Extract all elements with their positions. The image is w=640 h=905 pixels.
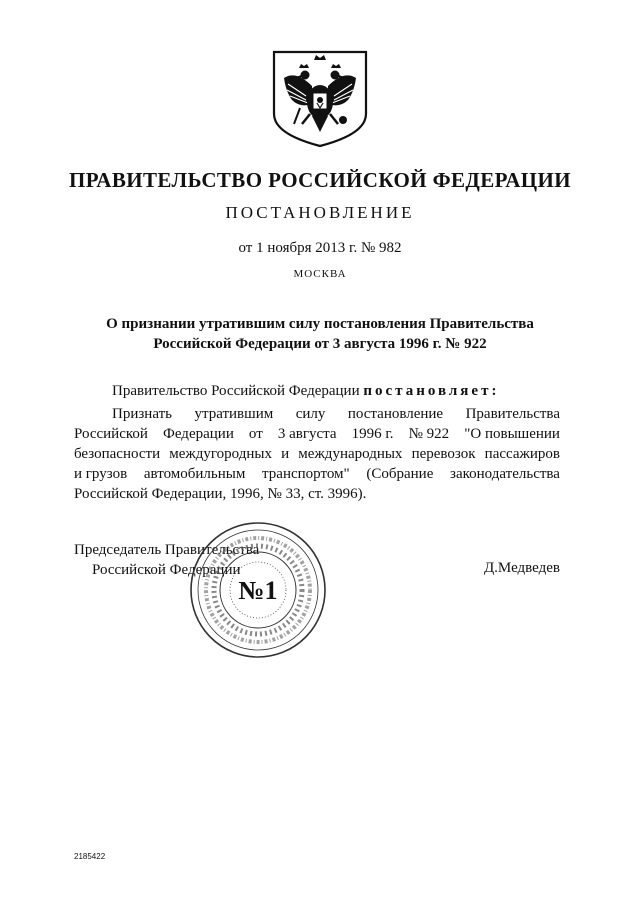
body-word: № 922 xyxy=(408,426,450,442)
russian-coat-of-arms-icon xyxy=(270,48,370,150)
body-word: Федерации xyxy=(163,426,234,442)
subject-line-2: Российской Федерации от 3 августа 1996 г. № 922 xyxy=(153,336,487,352)
body-word: силу xyxy=(295,406,326,422)
signer-name: Д.Медведев xyxy=(483,560,560,576)
body-line-4 xyxy=(74,464,560,484)
body-word: от xyxy=(248,426,263,442)
body-word: (Собрание xyxy=(366,466,434,482)
body-word: и xyxy=(281,446,290,462)
body-word: законодательства xyxy=(450,466,560,482)
document-date-number: от 1 ноября 2013 г. № 982 xyxy=(238,240,402,256)
body-word: 1996 г. xyxy=(351,426,394,442)
issuer-title: ПРАВИТЕЛЬСТВО РОССИЙСКОЙ ФЕДЕРАЦИИ xyxy=(69,168,571,192)
document-subject xyxy=(0,314,640,354)
subject-line-1: О признании утратившим силу постановления Правительства xyxy=(106,316,534,332)
body-word: и грузов xyxy=(74,466,128,482)
body-word: пассажиров xyxy=(484,446,560,462)
document-serial-number: 2185422 xyxy=(74,852,106,861)
signer-position-line-1: Председатель Правительства xyxy=(74,542,260,558)
body-word: междугородных xyxy=(169,446,272,462)
preamble-resolves: постановляет: xyxy=(363,383,500,399)
body-word: утратившим xyxy=(194,406,274,422)
body-word: автомобильным xyxy=(143,466,246,482)
body-word: Признать xyxy=(112,406,172,422)
document-city: МОСКВА xyxy=(293,268,347,280)
seal-number: №1 xyxy=(238,576,278,605)
signer-position-line-2: Российской Федерации xyxy=(92,562,241,578)
preamble xyxy=(112,383,499,400)
body-word: Российской xyxy=(74,426,148,442)
body-word: безопасности xyxy=(74,446,161,462)
body-line-2 xyxy=(74,424,560,444)
body-word: международных xyxy=(298,446,403,462)
body-word: Правительства xyxy=(465,406,560,422)
preamble-text: Правительство Российской Федерации xyxy=(112,383,364,399)
round-seal-icon xyxy=(188,520,328,660)
resolution-body xyxy=(74,404,560,504)
body-line-1 xyxy=(74,404,560,424)
body-word: перевозок xyxy=(411,446,476,462)
body-word: 3 августа xyxy=(277,426,337,442)
body-line-5: Российской Федерации, 1996, № 33, ст. 3996). xyxy=(74,486,367,502)
body-word: транспортом" xyxy=(262,466,350,482)
document-type: ПОСТАНОВЛЕНИЕ xyxy=(225,203,415,222)
body-line-3 xyxy=(74,444,560,464)
body-word: постановление xyxy=(347,406,444,422)
body-word: "О повышении xyxy=(464,426,560,442)
